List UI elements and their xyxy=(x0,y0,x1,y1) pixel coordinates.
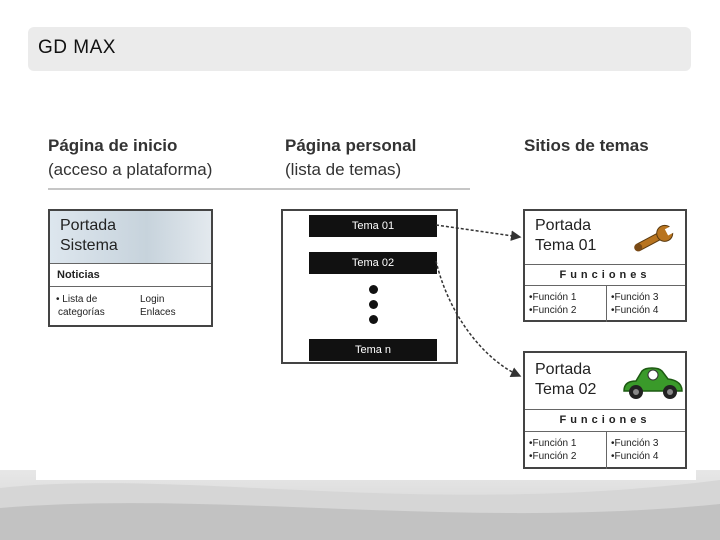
tema-02-connector xyxy=(436,261,520,376)
tema-01-connector xyxy=(436,225,520,237)
funcion-3: •Función 3 xyxy=(611,292,659,303)
funcion-2: •Función 2 xyxy=(529,305,577,316)
column-personal-title: Página personal xyxy=(285,136,417,155)
tema-01-label: Tema 01 xyxy=(535,237,597,254)
architecture-diagram xyxy=(36,122,696,480)
connector-layer xyxy=(36,122,696,480)
lista-label: • Lista de xyxy=(56,294,98,305)
funcion-3: •Función 3 xyxy=(611,438,659,449)
column-inicio-subtitle: (acceso a plataforma) xyxy=(48,160,213,179)
column-personal-subtitle: (lista de temas) xyxy=(285,160,402,179)
funciones-label: Funciones xyxy=(559,269,651,281)
tema-01-bar: Tema 01 xyxy=(309,215,437,237)
portada-label: Portada xyxy=(535,361,592,378)
funcion-4: •Función 4 xyxy=(611,305,659,316)
noticias-label: Noticias xyxy=(57,269,100,281)
funcion-1: •Función 1 xyxy=(529,438,577,449)
tema-n-bar: Tema n xyxy=(309,339,437,361)
login-label: Login xyxy=(140,294,165,305)
tema-02-bar: Tema 02 xyxy=(309,252,437,274)
tema-02-label: Tema 02 xyxy=(535,381,597,398)
enlaces-label: Enlaces xyxy=(140,307,176,318)
column-inicio-title: Página de inicio xyxy=(48,136,178,155)
categorias-label: categorías xyxy=(58,307,105,318)
column-sitios-title: Sitios de temas xyxy=(524,136,649,155)
portada-label: Portada xyxy=(535,217,592,234)
funcion-1: •Función 1 xyxy=(529,292,577,303)
sistema-label: Sistema xyxy=(60,237,118,254)
funciones-label: Funciones xyxy=(559,414,651,426)
portada-label: Portada xyxy=(60,217,117,234)
slide-title: GD MAX xyxy=(38,37,116,58)
slide-title-bar xyxy=(28,27,691,71)
funcion-4: •Función 4 xyxy=(611,451,659,462)
funcion-2: •Función 2 xyxy=(529,451,577,462)
